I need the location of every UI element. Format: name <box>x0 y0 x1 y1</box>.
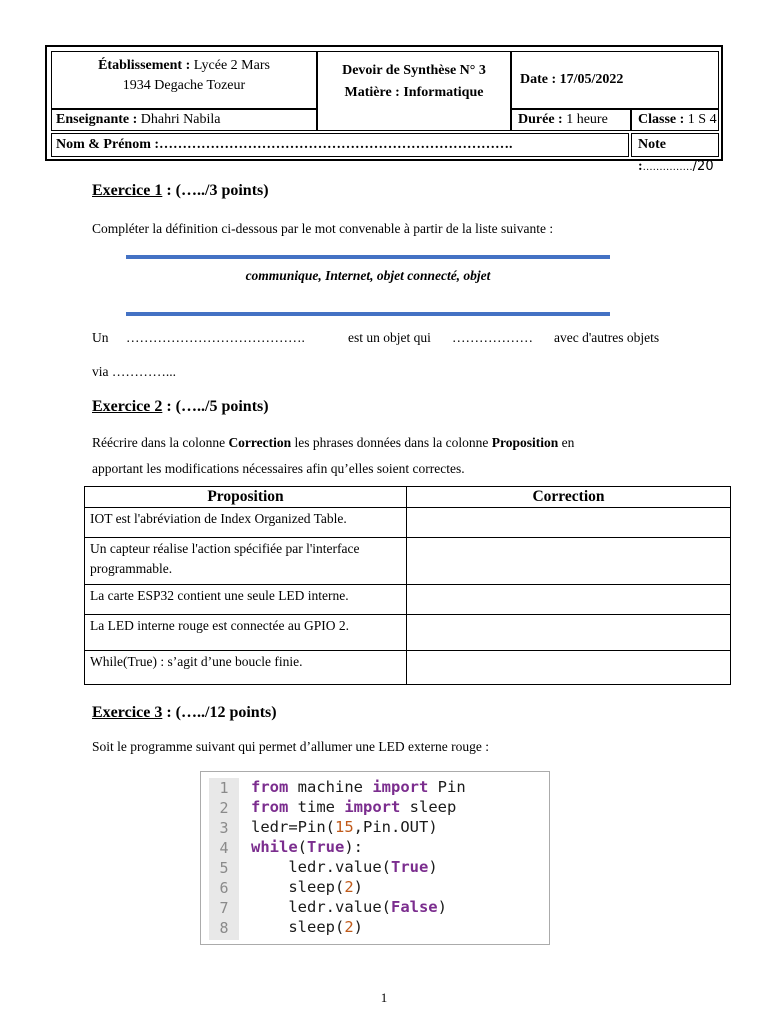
wordlist-bottom-line <box>126 312 610 316</box>
correction-cell[interactable] <box>407 538 731 585</box>
etablissement-value-2: 1934 Degache Tozeur <box>122 78 246 93</box>
line-number: 4 <box>219 839 229 857</box>
ex1-blank-1[interactable]: …………………………………. <box>126 330 305 345</box>
table-row <box>85 615 731 651</box>
etablissement-cell <box>51 51 317 109</box>
ex2-instr-line2: apportant les modifications nécessaires afin qu’elles soient correctes. <box>92 461 465 476</box>
ex1-instruction: Compléter la définition ci-dessous par le mot convenable à partir de la liste suivante : <box>92 221 554 236</box>
etablissement-label: Établissement : <box>98 58 191 73</box>
enseignante-value: Dhahri Nabila <box>140 112 221 127</box>
proposition-cell: While(True) : s’agit d’une boucle finie. <box>85 651 407 685</box>
code-line <box>251 818 438 836</box>
line-number: 8 <box>219 919 229 937</box>
ex3-title-label: Exercice 3 <box>92 704 163 721</box>
keyword: from <box>251 778 289 796</box>
code-text: time <box>288 798 345 816</box>
number-literal: 15 <box>335 818 354 836</box>
ex2-table <box>84 486 731 685</box>
keyword: False <box>390 898 438 916</box>
line-number: 3 <box>219 819 229 837</box>
ex2-title <box>92 398 269 416</box>
proposition-cell: La LED interne rouge est connectée au GPIO 2. <box>85 615 407 651</box>
proposition-cell: Un capteur réalise l'action spécifiée par l'interface programmable. <box>85 538 407 585</box>
keyword: from <box>251 798 289 816</box>
ex1-title-label: Exercice 1 <box>92 182 163 199</box>
col-proposition: Proposition <box>85 487 407 508</box>
keyword: while <box>251 838 298 856</box>
number-literal: 2 <box>344 878 354 896</box>
code-text: Pin <box>428 778 466 796</box>
ex1-wordlist: communique, Internet, objet connecté, objet <box>245 268 491 283</box>
page-number: 1 <box>380 990 388 1005</box>
classe-cell <box>631 109 719 131</box>
duree-label: Durée : <box>518 112 563 127</box>
ex1-line1-mid: est un objet qui <box>348 330 431 345</box>
code-text: ( <box>297 838 308 856</box>
line-number: 2 <box>219 799 229 817</box>
classe-label: Classe : <box>638 112 685 127</box>
code-line <box>251 858 438 876</box>
keyword: True <box>390 858 429 876</box>
code-text: sleep( <box>251 878 345 896</box>
ex3-title <box>92 704 277 722</box>
ex3-points: : (…../12 points) <box>162 704 277 721</box>
note-denominator: /20 <box>692 159 714 174</box>
ex2-points: : (…../5 points) <box>162 398 269 415</box>
table-row <box>85 585 731 615</box>
keyword: True <box>307 838 345 856</box>
code-text: sleep( <box>251 918 345 936</box>
table-row <box>85 651 731 685</box>
classe-value: 1 S 4 <box>687 112 717 127</box>
correction-cell[interactable] <box>407 651 731 685</box>
keyword: import <box>372 778 429 796</box>
line-number: 5 <box>219 859 229 877</box>
code-line <box>251 838 363 856</box>
ex2-instr-bold1: Correction <box>228 435 292 450</box>
header-table <box>45 45 723 174</box>
wordlist-top-line <box>126 255 610 259</box>
ex1-points: : (…../3 points) <box>162 182 269 199</box>
nom-prenom-field[interactable]: Nom & Prénom :…………………………………………………………………. <box>51 133 629 157</box>
matiere: Matière : Informatique <box>344 85 484 100</box>
col-correction: Correction <box>407 487 731 508</box>
table-row <box>85 508 731 538</box>
code-line <box>251 778 466 796</box>
code-text: ) <box>428 858 438 876</box>
table-row <box>85 538 731 585</box>
ex2-instr-part2: les phrases données dans la colonne <box>291 435 492 450</box>
code-line <box>251 918 363 936</box>
proposition-cell: La carte ESP32 contient une seule LED interne. <box>85 585 407 615</box>
keyword: import <box>344 798 401 816</box>
date-cell: Date : 17/05/2022 <box>511 51 719 109</box>
code-line <box>251 898 447 916</box>
ex3-instruction: Soit le programme suivant qui permet d’allumer une LED externe rouge : <box>92 739 490 754</box>
duree-cell <box>511 109 631 131</box>
code-text: ledr=Pin( <box>251 818 335 836</box>
ex2-instr-part3: en <box>558 435 575 450</box>
ex1-title <box>92 182 269 200</box>
code-text: ) <box>437 898 447 916</box>
number-literal: 2 <box>344 918 354 936</box>
correction-cell[interactable] <box>407 585 731 615</box>
note-field[interactable] <box>631 133 719 174</box>
enseignante-label: Enseignante : <box>56 112 138 127</box>
ex2-instruction <box>92 430 708 482</box>
ex2-instr-bold2: Proposition <box>491 435 559 450</box>
code-text: ledr.value( <box>251 898 391 916</box>
ex2-table-header <box>85 487 731 508</box>
note-label: Note : <box>638 137 666 174</box>
ex2-instr-part1: Réécrire dans la colonne <box>92 435 229 450</box>
code-line <box>251 798 456 816</box>
code-block <box>200 771 550 945</box>
code-text: ,Pin.OUT) <box>353 818 438 836</box>
duree-value: 1 heure <box>566 112 608 127</box>
correction-cell[interactable] <box>407 615 731 651</box>
ex1-line1-start: Un <box>92 330 109 345</box>
ex1-line2[interactable]: via …………... <box>92 364 176 379</box>
ex1-blank-2[interactable]: ……………… <box>452 330 533 345</box>
line-number: 7 <box>219 899 229 917</box>
code-text: ): <box>344 838 364 856</box>
devoir-title: Devoir de Synthèse N° 3 <box>342 63 486 78</box>
devoir-cell <box>317 51 511 131</box>
proposition-cell: IOT est l'abréviation de Index Organized Table. <box>85 508 407 538</box>
ex1-line1-end: avec d'autres objets <box>554 330 660 345</box>
line-number: 1 <box>219 779 229 797</box>
enseignante-cell <box>51 109 317 131</box>
ex2-title-label: Exercice 2 <box>92 398 163 415</box>
code-text: ) <box>353 918 364 936</box>
correction-cell[interactable] <box>407 508 731 538</box>
code-text: ledr.value( <box>251 858 391 876</box>
line-number: 6 <box>219 879 229 897</box>
code-text: machine <box>288 778 373 796</box>
etablissement-value: Lycée 2 Mars <box>193 58 270 73</box>
code-line <box>251 878 363 896</box>
code-text: sleep <box>400 798 457 816</box>
note-dots: …………… <box>642 162 693 173</box>
code-text: ) <box>353 878 364 896</box>
